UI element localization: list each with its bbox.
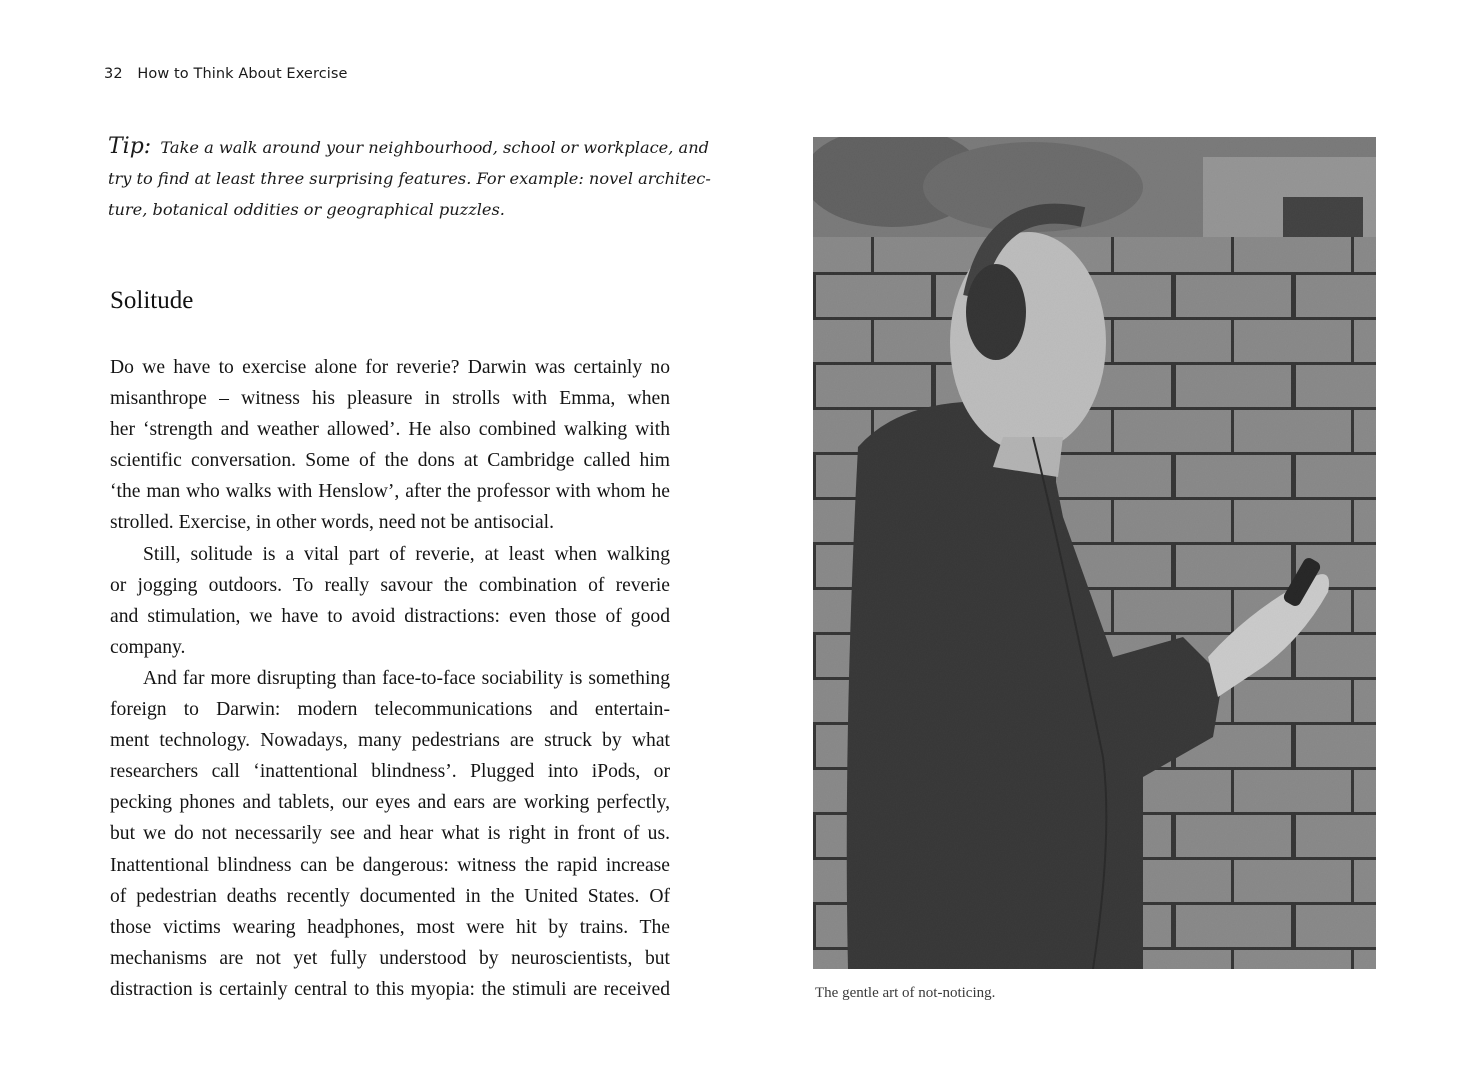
text-line: and stimulation, we have to avoid distractions: even those of good <box>110 605 670 627</box>
text-line: her ‘strength and weather allowed’. He also combined walking with <box>110 419 670 441</box>
page-number: 32 <box>104 66 123 82</box>
text-line: of pedestrian deaths recently documented in the United States. Of <box>110 885 670 907</box>
section-heading: Solitude <box>110 287 194 314</box>
text-line: but we do not necessarily see and hear what is right in front of us. <box>110 823 670 845</box>
text-line: Still, solitude is a vital part of reverie, at least when walking <box>143 543 670 565</box>
paragraph <box>110 352 670 539</box>
running-head <box>104 66 348 82</box>
figure-caption: The gentle art of not-noticing. <box>815 985 996 1001</box>
tip-label: Tip: <box>108 134 152 159</box>
text-line: foreign to Darwin: modern telecommunications and entertain- <box>110 699 670 721</box>
text-line: scientific conversation. Some of the dons at Cambridge called him <box>110 450 670 472</box>
text-line: Do we have to exercise alone for reverie? Darwin was certainly no <box>110 357 670 378</box>
tip-line: ture, botanical oddities or geographical puzzles. <box>108 200 505 219</box>
text-line: And far more disrupting than face-to-face sociability is something <box>143 667 670 689</box>
text-line: misanthrope – witness his pleasure in strolls with Emma, when <box>110 388 670 410</box>
text-line: company. <box>110 636 186 658</box>
text-line: researchers call ‘inattentional blindness’. Plugged into iPods, or <box>110 761 670 783</box>
body-text <box>110 352 670 1005</box>
tip-text: Take a walk around your neighbourhood, school or workplace, and <box>160 138 709 157</box>
text-line: mechanisms are not yet fully understood by neuroscientists, but <box>110 947 670 969</box>
photo-illustration <box>813 137 1376 969</box>
tip-box <box>108 131 711 226</box>
book-title: How to Think About Exercise <box>137 66 348 82</box>
text-line: ‘the man who walks with Henslow’, after the professor with whom he <box>110 481 670 503</box>
figure-photo <box>813 137 1376 969</box>
text-line: or jogging outdoors. To really savour the combination of reverie <box>110 574 670 596</box>
paragraph <box>110 539 670 663</box>
text-line: strolled. Exercise, in other words, need not be antisocial. <box>110 512 554 534</box>
text-line: distraction is certainly central to this myopia: the stimuli are received <box>110 978 670 1000</box>
paragraph <box>110 663 670 1005</box>
text-line: ment technology. Nowadays, many pedestrians are struck by what <box>110 730 670 752</box>
text-line: Inattentional blindness can be dangerous: witness the rapid increase <box>110 854 670 876</box>
tip-line: try to find at least three surprising features. For example: novel architec- <box>108 168 711 188</box>
text-line: those victims wearing headphones, most were hit by trains. The <box>110 916 670 938</box>
text-line: pecking phones and tablets, our eyes and ears are working perfectly, <box>110 792 670 814</box>
tip-line <box>108 131 709 163</box>
